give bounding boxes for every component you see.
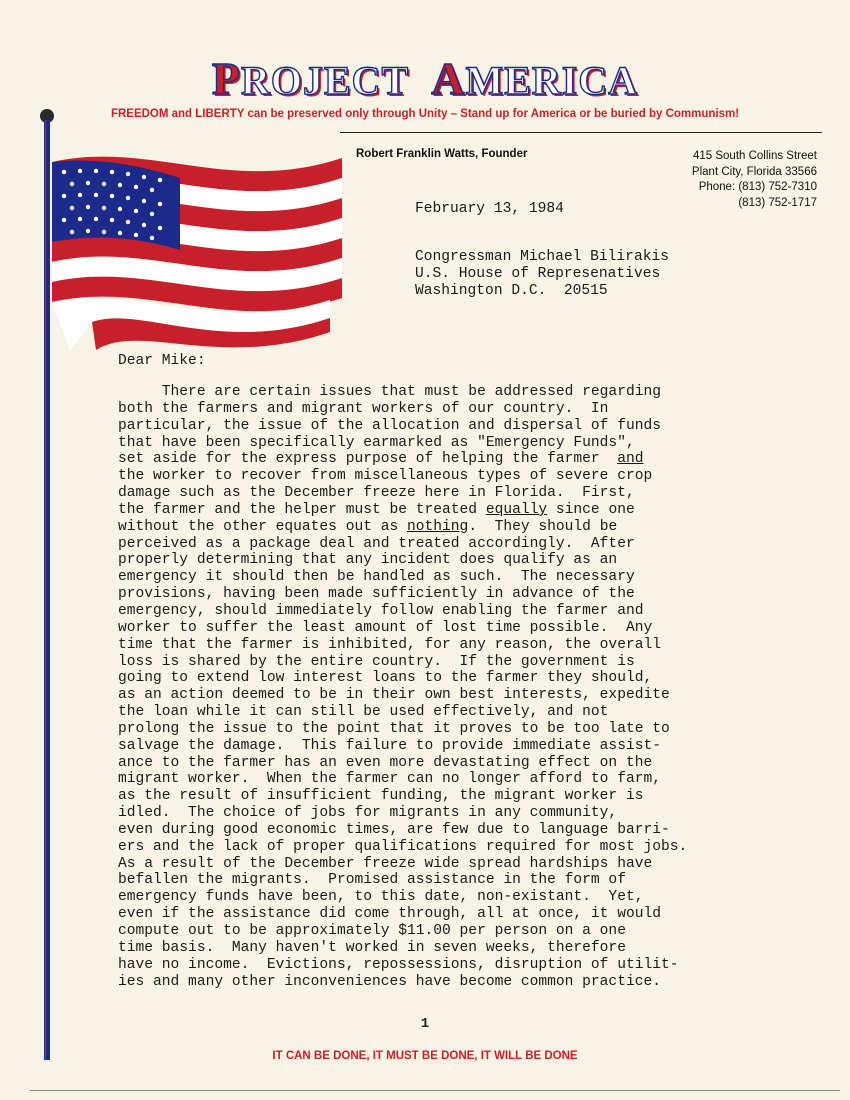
body-line: prolong the issue to the point that it proves to be too late to — [118, 720, 670, 737]
body-line: befallen the migrants. Promised assistance in the form of — [118, 872, 626, 889]
body-line: provisions, having been made sufficiently in advance of the — [118, 586, 635, 603]
body-line: worker to suffer the least amount of lost time possible. Any — [118, 619, 653, 636]
body-line: time that the farmer is inhibited, for any reason, the overall — [118, 636, 661, 653]
letter-date: February 13, 1984 — [415, 201, 564, 217]
body-line: the loan while it can still be used effectively, and not — [118, 704, 609, 721]
body-line: emergency it should then be handled as such. The necessary — [118, 569, 635, 586]
body-line: without the other equates out as nothing. They should be — [118, 518, 618, 535]
body-line: even during good economic times, are few due to language barri- — [118, 821, 670, 838]
title-word-merica: MERICA — [465, 58, 639, 103]
address-city: Plant City, Florida 33566 — [691, 165, 817, 178]
body-line: time basis. Many haven't worked in seven weeks, therefore — [118, 939, 626, 956]
body-line: ies and many other inconveniences have become common practice. — [118, 973, 661, 990]
body-line: as the result of insufficient funding, the migrant worker is — [118, 788, 644, 805]
letterhead-motto: FREEDOM and LIBERTY can be preserved only through Unity – Stand up for America or be buried by Communism! — [110, 108, 740, 120]
body-line: emergency funds have been, to this date, non-existant. Yet, — [118, 889, 644, 906]
body-line: that have been specifically earmarked as "Emergency Funds", — [118, 434, 635, 451]
body-line: ers and the lack of proper qualifications required for most jobs. — [118, 838, 688, 855]
body-line: have no income. Evictions, repossessions, disruption of utilit- — [118, 956, 679, 973]
body-line: compute out to be approximately $11.00 per person on a one — [118, 923, 626, 939]
underlined-word: and — [617, 451, 644, 468]
body-line: idled. The choice of jobs for migrants in any community, — [118, 805, 618, 822]
recipient-line: U.S. House of Represenatives — [415, 266, 661, 282]
recipient-line: Washington D.C. 20515 — [415, 283, 608, 299]
body-line: set aside for the express purpose of helping the farmer and — [118, 451, 644, 468]
body-line: migrant worker. When the farmer can no longer afford to farm, — [118, 771, 661, 788]
title-initial-a: A — [431, 53, 466, 104]
body-line: ance to the farmer has an even more devastating effect on the — [118, 754, 653, 771]
body-line: salvage the damage. This failure to provide immediate assist- — [118, 737, 661, 754]
body-line: the worker to recover from miscellaneous types of severe crop — [118, 468, 653, 485]
body-line: properly determining that any incident does qualify as an — [118, 552, 618, 569]
body-line: both the farmers and migrant workers of our country. In — [118, 400, 609, 417]
letterhead-address — [692, 149, 817, 211]
salutation: Dear Mike: — [118, 353, 206, 369]
underlined-word: equally — [485, 501, 548, 518]
body-line: As a result of the December freeze wide spread hardships have — [118, 855, 653, 872]
header-divider — [340, 132, 822, 133]
body-line: emergency, should immediately follow enabling the farmer and — [118, 602, 644, 619]
address-phone-1: Phone: (813) 752-7310 — [698, 181, 817, 193]
founder-name: Robert Franklin Watts, Founder — [356, 148, 528, 160]
body-line: even if the assistance did come through, all at once, it would — [118, 906, 661, 923]
body-line: particular, the issue of the allocation and dispersal of funds — [118, 417, 661, 434]
bottom-divider — [30, 1090, 840, 1091]
address-street: 415 South Collins Street — [692, 150, 817, 162]
body-line: loss is shared by the entire country. If the government is — [118, 653, 635, 670]
footer-slogan: IT CAN BE DONE, IT MUST BE DONE, IT WILL BE DONE — [272, 1050, 578, 1062]
address-phone-2: (813) 752-1717 — [738, 196, 817, 209]
title-word-roject: ROJECT — [240, 58, 410, 103]
letter-body — [118, 384, 758, 990]
body-line: going to extend low interest loans to the farmer they should, — [118, 670, 653, 687]
letterhead-title — [0, 52, 850, 105]
recipient-block — [415, 249, 669, 300]
title-initial-p: P — [211, 53, 241, 104]
body-line: as an action deemed to be in their own best interests, expedite — [118, 687, 670, 704]
body-line: There are certain issues that must be addressed regarding — [118, 384, 661, 400]
body-line: perceived as a package deal and treated accordingly. After — [118, 535, 635, 552]
body-line: the farmer and the helper must be treated equally since one — [118, 501, 635, 518]
recipient-line: Congressman Michael Bilirakis — [415, 249, 669, 265]
underlined-word: nothing — [407, 518, 469, 535]
body-line: damage such as the December freeze here in Florida. First, — [118, 485, 635, 502]
page-number: 1 — [420, 1016, 430, 1032]
